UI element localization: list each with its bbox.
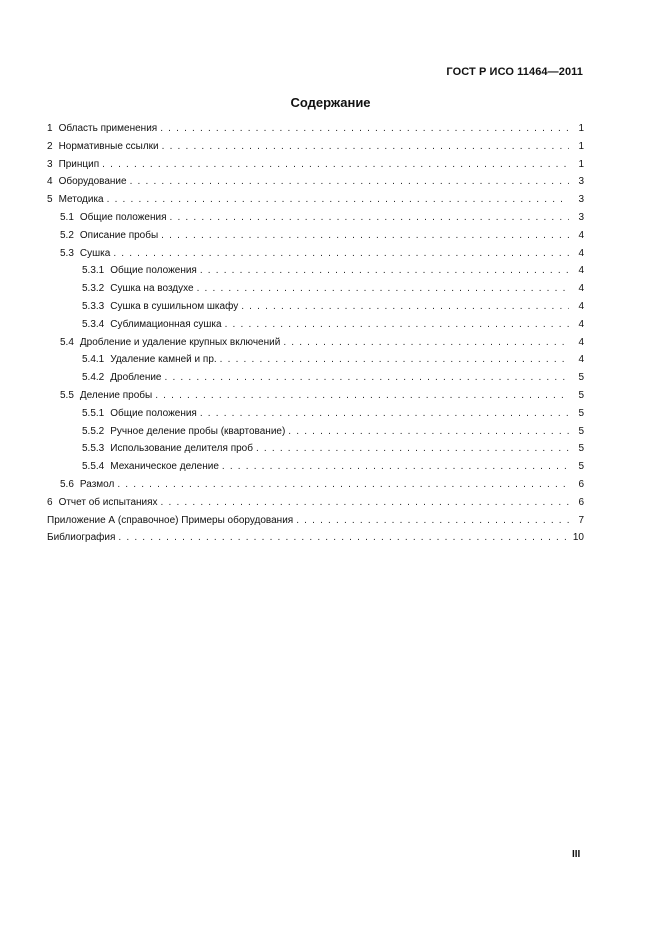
toc-entry-page: 1 [578,140,584,152]
toc-entry[interactable] [47,351,584,369]
toc-entry-number: 5.3 [60,247,74,259]
toc-entry-title: Методика [58,194,104,206]
dot-leader [225,316,569,334]
toc-entry-title: Сушка на воздухе [110,283,194,295]
dot-leader [200,405,569,423]
toc-entry[interactable] [47,227,584,245]
toc-entry[interactable] [47,298,584,316]
toc-entry-title: Дробление [110,372,162,384]
toc-entry-title: Дробление и удаление крупных включений [79,336,281,348]
toc-entry[interactable] [47,440,584,458]
toc-entry-title: Сублимационная сушка [110,318,222,330]
toc-entry-title: Описание пробы [79,229,159,241]
toc-entry-title: Использование делителя проб [110,443,253,455]
toc-entry-number: 5.3.3 [82,300,105,312]
toc-entry[interactable] [47,156,584,174]
dot-leader [107,191,569,209]
dot-leader [200,262,569,280]
dot-leader [220,351,569,369]
toc-entry-number: 5.6 [60,478,74,490]
toc-entry-page: 10 [572,532,584,544]
dot-leader [155,387,569,405]
toc-entry-page: 4 [578,229,584,241]
toc-entry-title: Общие положения [79,211,167,223]
dot-leader [241,298,569,316]
toc-entry[interactable] [47,191,584,209]
toc-entry-number: 2 [47,140,53,152]
toc-entry-page: 5 [578,407,584,419]
toc-entry-page: 6 [578,478,584,490]
toc-entry-page: 7 [578,514,584,526]
toc-entry-number: 3 [47,158,53,170]
toc-entry[interactable] [47,387,584,405]
toc-entry-title: Нормативные ссылки [58,140,159,152]
toc-entry-page: 5 [578,425,584,437]
toc-entry[interactable] [47,494,584,512]
toc-entry-number: 5.4.1 [82,354,105,366]
toc-entry-page: 5 [578,372,584,384]
toc-entry[interactable] [47,512,584,530]
toc-entry-title: Отчет об испытаниях [58,496,158,508]
toc-entry-page: 4 [578,354,584,366]
toc-entry-number: 5.4.2 [82,372,105,384]
toc-entry[interactable] [47,529,584,547]
toc-entry[interactable] [47,369,584,387]
dot-leader [222,458,569,476]
dot-leader [197,280,569,298]
toc-entry[interactable] [47,458,584,476]
toc-entry-page: 3 [578,194,584,206]
toc-entry-title: Удаление камней и пр. [110,354,217,366]
toc-entry-page: 4 [578,283,584,295]
toc-title: Содержание [290,95,371,110]
toc-entry-number: 5 [47,194,53,206]
dot-leader [130,173,569,191]
page-number: III [572,849,581,860]
toc-entry-page: 4 [578,336,584,348]
toc-entry-title: Оборудование [58,176,127,188]
toc-entry-title: Сушка в сушильном шкафу [110,300,239,312]
toc-entry-title: Библиография [47,532,116,544]
toc-entry-number: 5.2 [60,229,74,241]
toc-entry-number: 5.3.2 [82,283,105,295]
toc-entry-page: 1 [578,123,584,134]
toc-entry-number: 6 [47,496,53,508]
toc-entry-number: 5.5 [60,389,74,401]
toc-entry-title: Сушка [79,247,111,259]
toc-entry[interactable] [47,423,584,441]
toc-entry-title: Общие положения [110,265,197,277]
toc-entry[interactable] [47,405,584,423]
toc-entry-number: 5.3.4 [82,318,105,330]
toc-entry-number: 4 [47,176,53,188]
toc-entry-number: 5.1 [60,211,74,223]
dot-leader [102,156,569,174]
dot-leader [162,138,569,156]
dot-leader [118,529,569,547]
toc-entry-page: 1 [578,158,584,170]
toc-entry-title: Деление пробы [79,389,153,401]
dot-leader [165,369,570,387]
toc-entry-page: 5 [578,389,584,401]
toc-entry-number: 1 [47,123,53,134]
toc-entry[interactable] [47,262,584,280]
toc-entry-title: Размол [79,478,115,490]
table-of-contents [47,120,584,547]
toc-entry-page: 3 [578,176,584,188]
dot-leader [161,227,569,245]
toc-entry[interactable] [47,245,584,263]
toc-entry-number: 5.5.2 [82,425,105,437]
toc-entry[interactable] [47,173,584,191]
dot-leader [117,476,569,494]
toc-entry-number: 5.5.4 [82,461,105,473]
toc-entry[interactable] [47,120,584,138]
toc-entry-title: Область применения [58,123,158,134]
toc-entry[interactable] [47,476,584,494]
standard-number: ГОСТ Р ИСО 11464—2011 [446,66,583,78]
toc-entry-number: 5.5.1 [82,407,105,419]
dot-leader [160,120,569,138]
dot-leader [161,494,569,512]
dot-leader [170,209,570,227]
toc-entry-title: Ручное деление пробы (квартование) [110,425,286,437]
toc-entry-number: 5.4 [60,336,74,348]
toc-entry[interactable] [47,316,584,334]
toc-entry-title: Механическое деление [110,461,219,473]
toc-entry-page: 4 [578,265,584,277]
toc-entry[interactable] [47,138,584,156]
toc-entry-page: 4 [578,318,584,330]
toc-entry-title: Общие положения [110,407,197,419]
dot-leader [296,512,569,530]
dot-leader [283,334,569,352]
toc-entry-page: 5 [578,443,584,455]
dot-leader [288,423,569,441]
toc-entry-number: 5.5.3 [82,443,105,455]
toc-entry-title: Принцип [58,158,100,170]
toc-entry-page: 4 [578,247,584,259]
toc-entry[interactable] [47,209,584,227]
toc-entry-page: 3 [578,211,584,223]
dot-leader [113,245,569,263]
dot-leader [256,440,569,458]
toc-entry[interactable] [47,280,584,298]
toc-entry[interactable] [47,334,584,352]
toc-entry-page: 5 [578,461,584,473]
toc-entry-title: Приложение А (справочное) Примеры оборудования [47,514,294,526]
toc-entry-page: 4 [578,300,584,312]
toc-entry-number: 5.3.1 [82,265,105,277]
toc-entry-page: 6 [578,496,584,508]
